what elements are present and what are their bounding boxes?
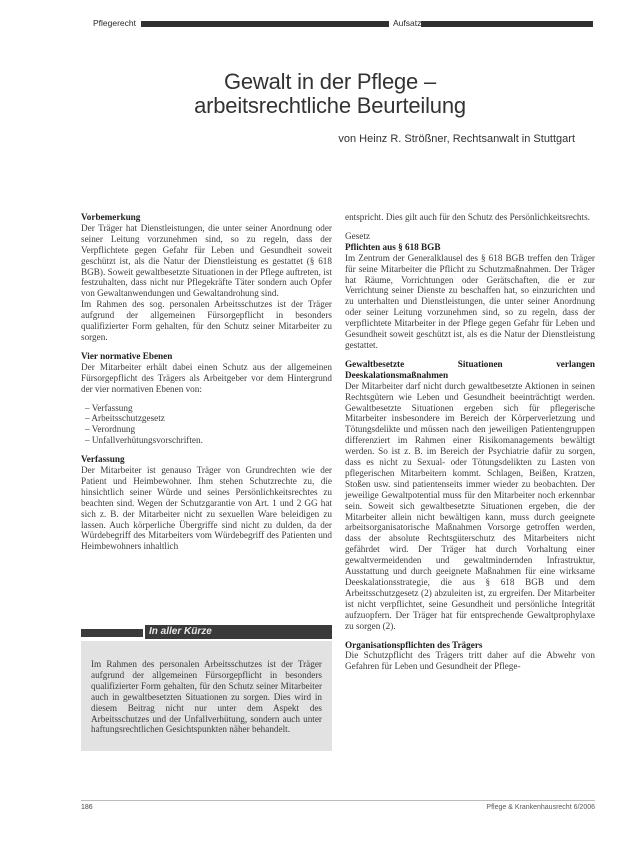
list-item: – Verordnung: [85, 424, 136, 435]
header-bar-right: [421, 21, 593, 27]
list-item: – Arbeitsschutzgesetz: [85, 413, 165, 424]
header-section-label: Pflegerecht: [93, 18, 136, 28]
list-item: – Unfallverhütungsvorschriften.: [85, 435, 203, 446]
normative-list: [81, 403, 332, 447]
paragraph: entspricht. Dies gilt auch für den Schutz des Persönlichkeitsrechts.: [345, 212, 590, 222]
article-title: [60, 70, 600, 118]
header-category-label: Aufsatz: [393, 18, 422, 28]
summary-box-text: Im Rahmen des personalen Arbeitsschutzes ist der Träger aufgrund der allgemeinen Fürsorgepflicht in besonders qualifizierter Form gehalten, für den Schutz seiner Mitarbeiter auch in gewaltbesetzten Situationen zu sorgen. Dies wird in diesem Beitrag nicht nur unter dem Aspekt des Arbeitsschutzes und der Unfallverhütung, sondern auch unter haftungsrechtlichen Gesichtspunkten näher behandelt.: [81, 641, 332, 751]
heading-organisationspflichten: Organisationspflichten des Trägers: [345, 639, 483, 650]
running-header: [93, 18, 593, 29]
list-item: – Verfassung: [85, 402, 133, 413]
page-number: 186: [81, 804, 93, 811]
paragraph: Der Mitarbeiter erhält dabei einen Schutz aus der allgemeinen Fürsorgepflicht des Trägers als Arbeitgeber vor dem Hintergrund der vier normativen Ebenen von:: [81, 361, 332, 394]
paragraph: Im Rahmen des sog. personalen Arbeitsschutzes ist der Träger aufgrund der allgemeinen Fürsorgepflicht in besonders qualifizierter Form gehalten, für den Schutz seiner Mitarbeiter zu sorgen.: [81, 299, 332, 342]
paragraph: Die Schutzpflicht des Trägers tritt daher auf die Abwehr von Gefahren für Leben und Gesundheit der Pflege-: [345, 650, 595, 672]
summary-box-header: [81, 625, 332, 639]
summary-box-title: In aller Kürze: [145, 625, 332, 639]
paragraph: Der Träger hat Dienstleistungen, die unter seiner Anordnung oder seiner Leitung vorzunehmen sind, so zu regeln, dass der Verpflichtete gegen Gefahr für Leben und Gesundheit soweit geschützt ist, als die Natur der Dienstleistung es gestattet (§ 618 BGB). Soweit gewaltbesetzte Situationen in der Pflege auftreten, ist festzuhalten, dass nicht nur Pflegekräfte Täter sondern auch Opfer von Gewaltanwendungen und Gewaltandrohung sind.: [81, 222, 332, 299]
column-right: [345, 212, 595, 672]
heading-deeskalation: Gewaltbesetzte Situationen verlangen Deeskalationsmaßnahmen: [345, 358, 595, 380]
title-line-1: Gewalt in der Pflege –: [223, 69, 437, 94]
summary-box: [81, 625, 332, 751]
paragraph: Der Mitarbeiter ist genauso Träger von Grundrechten wie der Patient und Heimbewohner. Ihm stehen Schutzrechte zu, die hinsichtlich seiner Würde und seines Persönlichkeitsrechtes zu beachten sind. Wegen der Schutzgarantie von Art. 1 und 2 GG hat sich z. B. der Mitarbeiter nicht zu sexuellen Ware beleidigen zu lassen. Auch körperliche Übergriffe sind nicht zu dulden, da der Würdebegriff des Mitarbeiters vom Würdebegriff des Patienten und Heimbewohners inhaltlich: [81, 465, 332, 552]
header-bar-left: [141, 21, 389, 27]
heading-vorbemerkung: Vorbemerkung: [81, 212, 141, 222]
heading-gesetz: Gesetz: [345, 230, 370, 241]
heading-ebenen: Vier normative Ebenen: [81, 350, 173, 361]
column-left: [81, 212, 332, 552]
paragraph: Der Mitarbeiter darf nicht durch gewaltbesetzte Aktionen in seinen Rechtsgütern wie Leben und Gesundheit beeinträchtigt werden. Gewaltbesetzte Situationen ergeben sich für pflegerische Mitarbeiter insbesondere im Bereich der Körperverletzung und Tötungsdelikte und müssen nach den jeweiligen Patientengruppen differenziert im Rahmen einer Risikomanagements bewältigt werden. So ist z. B. im Bereich der Psychiatrie dafür zu sorgen, dass es nicht zu Sexual- oder Tötungsdelikten zu Lasten von pflegerischen Mitarbeitern kommt. Schlagen, Beißen, Kratzen, Stoßen usw. sind patientenseits immer wieder zu beobachten. Der jeweilige Gewaltpotential muss für den Mitarbeiter noch erkennbar sein. Soweit sich gewaltbesetzte Situationen ergeben, die der Mitarbeiter allein nicht bewältigen kann, muss durch geeignete arbeitsorganisatorische Maßnahmen Vorsorge getroffen werden, dass der absolute Rechtsgüterschutz des Mitarbeiters nicht gefährdet wird. Der Träger hat durch Vorhaltung einer gewaltvermeidenden und gewaltmindernden Infrastruktur, Ausstattung und durch geeignete Maßnahmen für eine wirksame Deeskalationsstrategie, die aus § 618 BGB und dem Arbeitsschutzgesetz (2) abzuleiten ist, zu ergreifen. Der Mitarbeiter ist nicht verpflichtet, seine Gesundheit und persönliche Integrität aufzuopfern. Der Träger hat für entsprechende Gewaltprophylaxe zu sorgen (2).: [345, 380, 595, 631]
author-byline: von Heinz R. Strößner, Rechtsanwalt in Stuttgart: [338, 133, 575, 145]
journal-reference: Pflege & Krankenhausrecht 6/2006: [486, 804, 595, 811]
title-line-2: arbeitsrechtliche Beurteilung: [194, 93, 466, 118]
footer-rule: [81, 800, 595, 801]
paragraph: Im Zentrum der Generalklausel des § 618 BGB treffen den Träger für seine Mitarbeiter die Pflicht zu Schutzmaßnahmen. Der Träger hat Räume, Vorrichtungen oder Gerätschaften, die er zur Verrichtung seiner Dienste zu beschaffen hat, so einzurichten und zu unterhalten und Dienstleistungen, die unter seiner Anordnung oder seiner Leitung vorzunehmen sind, so zu regeln, dass der verpflichtete Mitarbeiter in der Pflege gegen Gefahr für Leben und Gesundheit soweit geschützt ist, als es die Natur der Dienstleistung gestattet.: [345, 252, 595, 350]
heading-pflichten: Pflichten aus § 618 BGB: [345, 241, 441, 252]
heading-verfassung: Verfassung: [81, 454, 125, 465]
